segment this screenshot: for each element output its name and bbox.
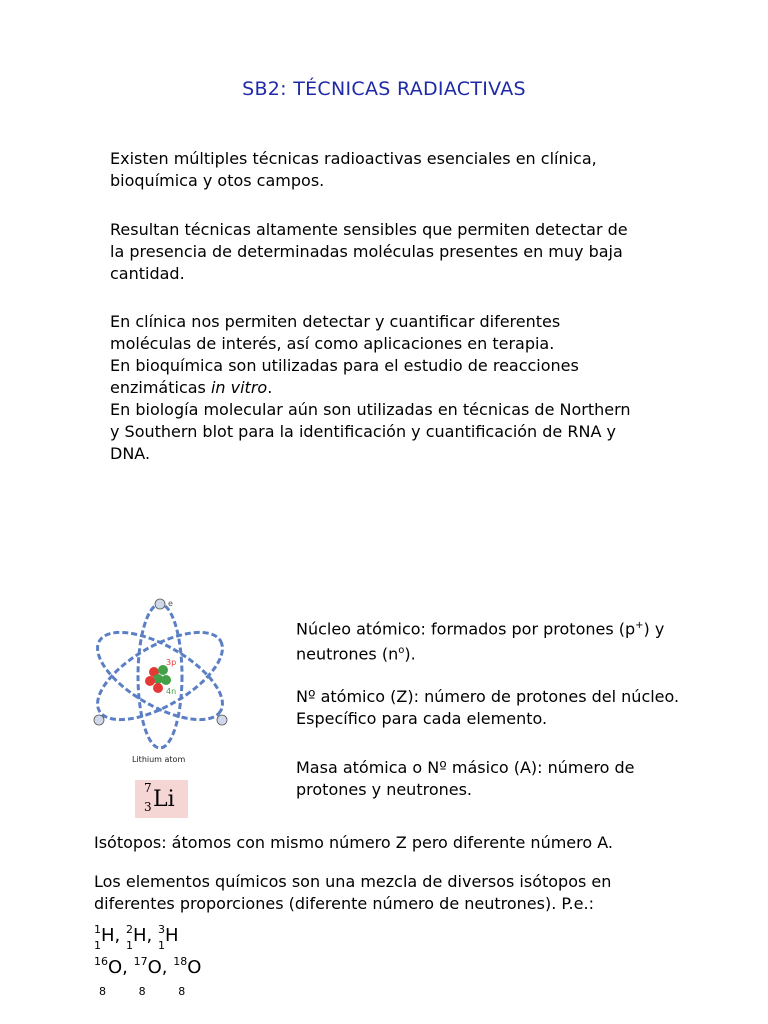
element-symbol: H [101,925,115,946]
electron-icon [155,599,165,609]
separator: , [161,957,174,978]
text-span: enzimáticas [110,378,211,397]
def-numero-atomico [296,686,679,730]
electrons [94,599,227,725]
atomic-number: 8 [138,985,146,998]
isotope-notation [158,923,179,952]
isotope-notation [126,923,147,952]
page-title: SB2: TÉCNICAS RADIACTIVAS [242,78,526,100]
intro-paragraph-3 [110,311,670,465]
text-line: Los elementos químicos son una mezcla de diversos isótopos en [94,872,612,891]
element-symbol: H [133,925,147,946]
isotopos-definition: Isótopos: átomos con mismo número Z pero diferente número A. [94,833,613,852]
separator: , [114,925,126,946]
mass-number: 17 [133,955,148,968]
intro-paragraph-2 [110,219,670,285]
li-atomic-number: 3 [144,800,152,814]
def-nucleo [296,615,664,666]
oxygen-isotopes [94,955,202,998]
mass-number: 18 [173,955,188,968]
element-symbol: H [165,925,179,946]
mass-number: 1 [94,923,101,936]
text-line [296,615,664,640]
text-line [110,377,670,399]
neutron-icon [161,675,171,685]
lithium-atom-diagram [88,598,238,768]
electron-icon [94,715,104,725]
element-symbol: O [147,957,162,978]
isotope-notation [94,955,123,998]
text-line: DNA. [110,444,151,463]
intro-paragraph-1 [110,148,670,192]
isotope-notation [133,955,162,998]
proton-icon [145,676,155,686]
text-line: y Southern blot para la identificación y cuantificación de RNA y [110,422,616,441]
atomic-number: 8 [99,985,106,998]
text-span: ). [404,644,416,664]
text-line: la presencia de determinadas moléculas presentes en muy baja [110,242,623,261]
mass-number: 2 [126,923,133,936]
text-line: Resultan técnicas altamente sensibles que permiten detectar de [110,220,628,239]
mass-number: 3 [158,923,165,936]
separator: , [146,925,158,946]
protons-label: 3p [166,658,177,667]
def-masa-atomica [296,757,634,801]
isotope-notation [173,955,202,998]
text-span: ) y [643,619,665,639]
text-span: neutrones (n [296,644,399,664]
electron-icon [217,715,227,725]
superscript: o [398,645,405,657]
text-line: En clínica nos permiten detectar y cuantificar diferentes [110,312,561,331]
text-line: Específico para cada elemento. [296,709,548,728]
text-line: Existen múltiples técnicas radioactivas esenciales en clínica, [110,149,597,168]
text-line: Nº atómico (Z): número de protones del núcleo. [296,687,680,706]
proton-icon [153,683,163,693]
text-line: Masa atómica o Nº másico (A): número de [296,758,635,777]
text-span: . [267,378,273,397]
text-line: bioquímica y otos campos. [110,171,325,190]
electron-label: e [168,599,173,608]
atomic-number: 1 [94,939,101,952]
mezcla-paragraph [94,871,611,915]
text-line: En biología molecular aún son utilizadas en técnicas de Northern [110,400,631,419]
text-span: Núcleo atómico: formados por protones (p [296,619,636,639]
italic-text: in vitro [210,378,268,397]
neutrons-label: 4n [166,687,177,696]
text-line: cantidad. [110,264,185,283]
atomic-number: 1 [126,939,133,952]
hydrogen-isotopes [94,923,179,952]
text-line: diferentes proporciones (diferente número de neutrones). P.e.: [94,894,594,913]
text-line: protones y neutrones. [296,780,473,799]
text-line [296,640,664,665]
lithium-symbol-box [135,780,188,818]
text-line: En bioquímica son utilizadas para el estudio de reacciones [110,356,579,375]
isotope-notation [94,923,115,952]
text-line: moléculas de interés, así como aplicaciones en terapia. [110,334,555,353]
atomic-number: 8 [178,985,186,998]
li-mass-number: 7 [144,781,152,795]
separator: , [122,957,134,978]
li-symbol: Li [153,787,175,812]
atom-caption: Lithium atom [132,755,186,764]
element-symbol: O [108,957,123,978]
superscript: + [635,620,644,631]
mass-number: 16 [94,955,108,968]
element-symbol: O [187,957,202,978]
atomic-number: 1 [158,939,165,952]
